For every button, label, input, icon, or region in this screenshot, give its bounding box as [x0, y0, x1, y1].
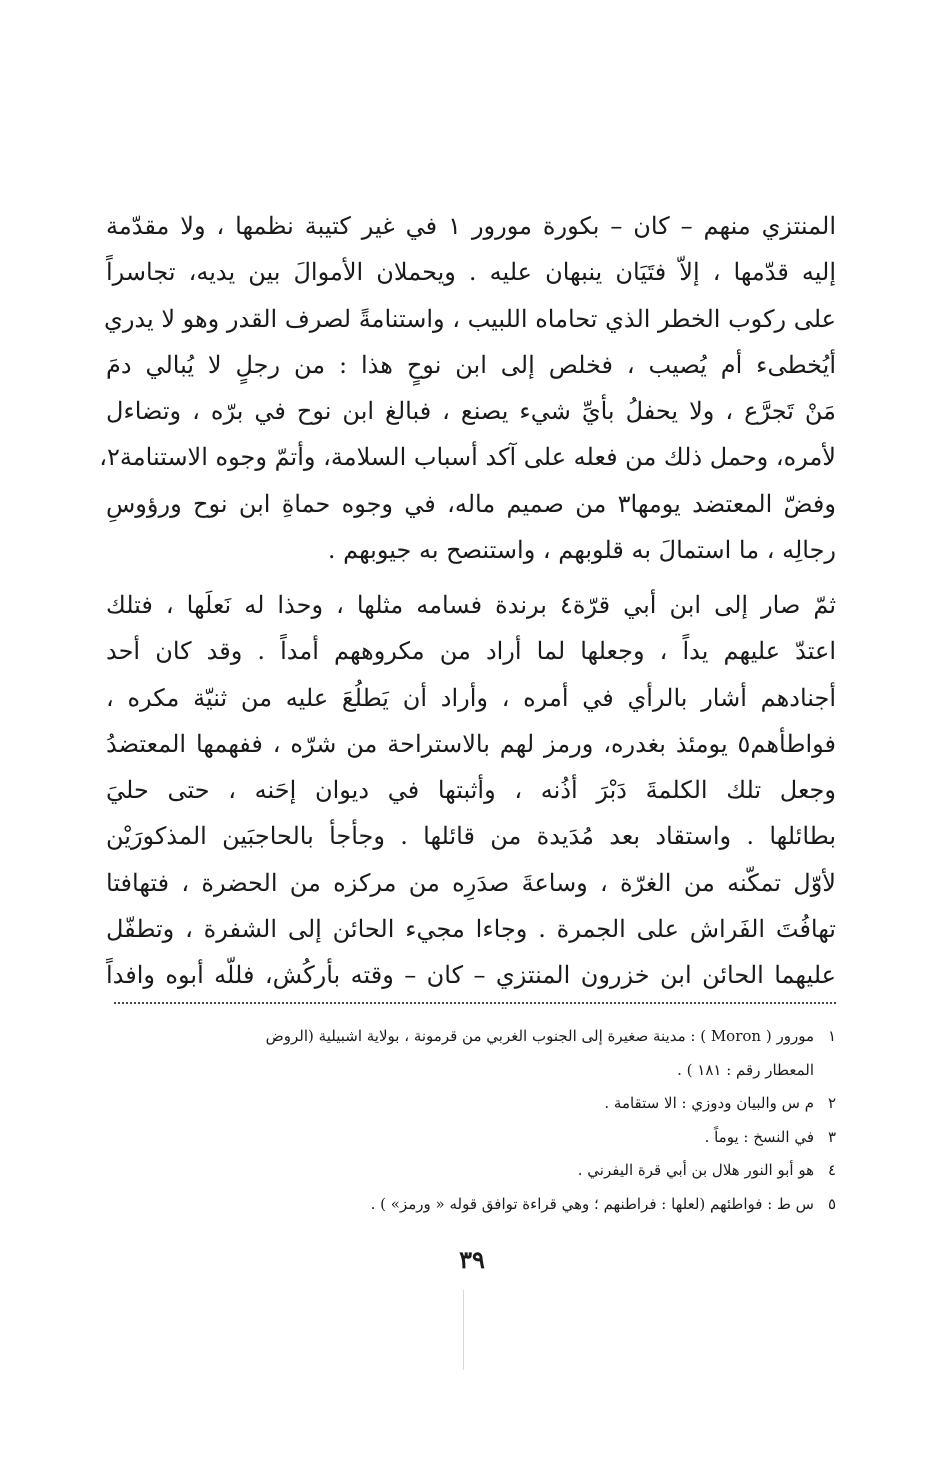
footnote-number: ١: [827, 1027, 836, 1045]
scan-artifact: [463, 1290, 464, 1370]
footnote-number: ٢: [827, 1094, 836, 1112]
page-number: ٣٩: [459, 1245, 485, 1274]
text-line: ثمّ صار إلى ابن أبي قرّة٤ برندة فسامه مثلها ، وحذا له نَعلَها ، فتلك: [106, 591, 836, 619]
text-line: بطائلها . واستقاد بعد مُدَيدة من قائلها . وجأجأ بالحاجبَين المذكورَيْن: [106, 822, 836, 851]
footnote-5: [114, 1188, 836, 1222]
footnote-number: ٣: [827, 1127, 836, 1146]
text-line: مَنْ تَجرَّع ، ولا يحفلُ بأيِّ شيء يصنع ، فبالغ ابن نوح في برّه ، وتضاءل: [106, 397, 836, 426]
footnote-4: [114, 1154, 836, 1188]
text-line: لأمره، وحمل ذلك من فعله على آكد أسباب السلامة، وأتمّ وجوه الاستنامة٢،: [99, 443, 836, 472]
footnote-text: مورور ( Moron ) : مدينة صغيرة إلى الجنوب الغربي من قرمونة ، بولاية اشبيلية (الروض: [265, 1027, 814, 1045]
footnote-number: ٥: [827, 1194, 836, 1213]
footnotes: [114, 1020, 836, 1221]
footnote-text: س ط : فواطئهم (لعلها : فراطنهم ؛ وهي قراءة توافق قوله « ورمز» ) .: [370, 1194, 814, 1213]
text-line: لأوّل تمكّنه من الغرّة ، وساعةَ صدَرِه من مركزه من الحضرة ، فتهافتا: [106, 868, 836, 897]
text-line: وجعل تلك الكلمةَ دَبْرَ أذُنه ، وأثبتها في ديوان إحَنه ، حتى حليَ: [106, 776, 836, 805]
footnote-text: م س والبيان ودوزي : الا ستقامة .: [604, 1094, 814, 1112]
text-line: رجالِه ، ما استمالَ به قلوبهم ، واستنصح به جيوبهم .: [327, 536, 836, 565]
footnote-text: هو أبو النور هلال بن أبي قرة اليفرني .: [577, 1161, 814, 1179]
text-line: وفضّ المعتضد يومها٣ من صميم ماله، في وجوه حماةِ ابن نوح ورؤوسِ: [106, 489, 836, 518]
text-line: أجنادهم أشار بالرأي في أمره ، وأراد أن يَطلُعَ عليه من ثنيّة مكره ،: [106, 683, 836, 712]
text-line: أيُخطىء أم يُصيب ، فخلص إلى ابن نوحٍ هذا : من رجلٍ لا يُبالي دمَ: [106, 350, 836, 379]
text-line: عليهما الحائن ابن خزرون المنتزي – كان – وقته بأركُش، فللّه أبوه وافداً: [106, 961, 836, 990]
footnote-1-continuation: [114, 1054, 836, 1088]
footnote-text: في النسخ : يوماً .: [704, 1127, 814, 1146]
text-line: اعتدّ عليهم يداً ، وجعلها لما أراد من مكروههم أمداً . وقد كان أحد: [106, 637, 836, 666]
text-line: فواطأهم٥ يومئذ بغدره، ورمز لهم بالاستراحة من شرّه ، ففهمها المعتضدُ: [106, 729, 836, 758]
footnote-2: [114, 1087, 836, 1121]
footnote-number: ٤: [827, 1161, 836, 1179]
footnote-separator: [114, 1002, 836, 1004]
paragraph-2: [106, 582, 836, 999]
paragraph-1: [99, 203, 836, 573]
text-line: تهافُتَ الفَراش على الجمرة . وجاءا مجيء الحائن إلى الشفرة ، وتطفّل: [106, 915, 836, 944]
text-line: المنتزي منهم – كان – بكورة مورور ١ في غير كتيبة نظمها ، ولا مقدّمة: [106, 212, 836, 240]
text-line: على ركوب الخطر الذي تحاماه اللبيب ، واستنامةً لصرف القدر وهو لا يدري: [104, 304, 836, 333]
footnote-3: [114, 1121, 836, 1155]
text-line: إليه قدّمها ، إلاّ فتَيَان ينبهان عليه . ويحملان الأموالَ بين يديه، تجاسراً: [106, 258, 836, 287]
footnote-text: المعطار رقم : ١٨١ ) .: [677, 1060, 814, 1079]
footnote-1: [114, 1020, 836, 1054]
